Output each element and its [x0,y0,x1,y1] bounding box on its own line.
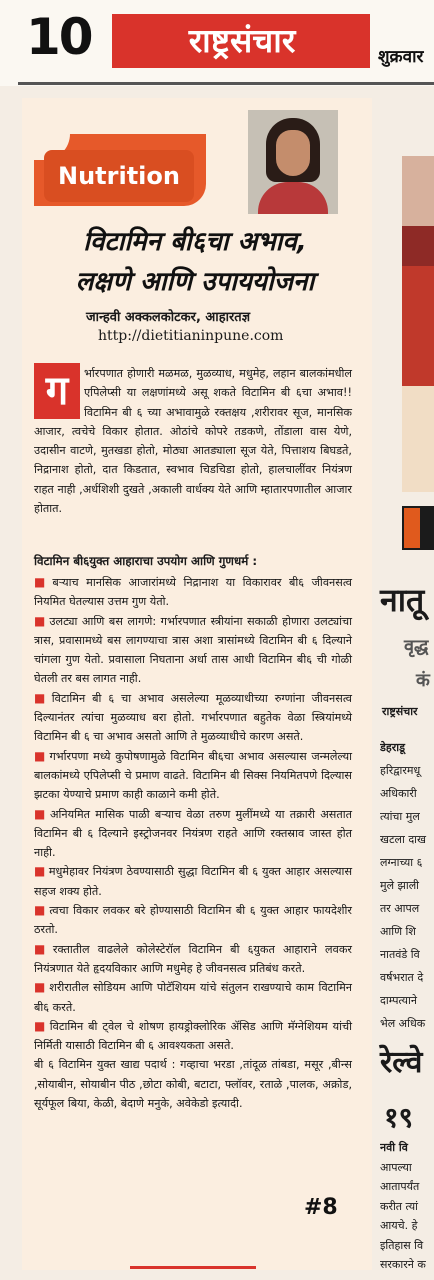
list-item: ■ शरीरातील सोडियम आणि पोटॅशियम यांचे संतुलन राखण्याचे काम विटामिन बी६ करते. [34,980,352,1014]
photo-body [258,182,328,214]
adjacent-text [380,736,434,1035]
article-intro [34,364,352,518]
adjacent-line: आतापर्यंत [380,1180,420,1193]
adjacent-headline-2: रेल्वे [380,1045,423,1080]
adjacent-text-2 [380,1138,434,1275]
adjacent-line: डेहराडू [380,741,405,754]
list-item: ■ विटामिन बी ६ चा अभाव असलेल्या मूळव्याधीच्या रुग्णांना जीवनसत्व दिल्यानंतर त्यांचा मुळव्याध बरा होतो. गर्भारपणात बहुतेक वेळा स्त्रियांमध्ये विटामिन बी ६ चा अभाव असतो आणि ते मुळव्याधीचे कारण असते. [34,690,353,744]
bullet-square-icon: ■ [34,941,50,956]
drop-cap: ग [34,363,80,419]
adjacent-source: राष्ट्रसंचार [382,705,418,718]
list-item: ■ मधुमेहावर नियंत्रण ठेवण्यासाठी सुद्धा विटामिन बी ६ युक्त आहार असल्यास सहज शक्य होते. [34,864,353,898]
bullet-square-icon: ■ [34,575,50,589]
list-item: ■ बऱ्याच मानसिक आजारांमध्ये निद्रानाश या विकारावर बी६ जीवनसत्व नियमित घेतल्यास उत्तम गुण येतो. [34,575,353,609]
masthead-day: शुक्रवार [378,47,424,67]
byline: जान्हवी अक्कलकोटकर, आहारतज्ञ [86,310,251,325]
section-tag: Nutrition [44,150,194,202]
adjacent-line: आणि शि [380,925,416,938]
adjacent-subhead: वृद्ध [404,636,429,657]
bullet-square-icon: ■ [34,748,47,763]
benefit-points [34,573,352,1113]
bullet-square-icon: ■ [34,864,46,879]
adjacent-line: हरिद्वारमधू [380,764,421,777]
page-number: 10 [26,8,92,66]
adjacent-line: इतिहास वि [380,1238,424,1252]
list-item: ■ अनियमित मासिक पाळी बऱ्याच वेळा तरुण मुलींमध्ये या तक्रारी असतात विटामिन बी ६ दिल्याने इस्ट्रोजनवर नियंत्रण राहते आणि रक्तस्राव जास्त होत नाही. [34,806,352,860]
author-url[interactable]: http://dietitianinpune.com [98,328,284,344]
author-photo [248,110,338,214]
adjacent-headline-3: १९ [384,1101,414,1134]
headline-line-2: लक्षणे आणि उपाययोजना [75,267,315,297]
adjacent-line: नवी वि [380,1141,408,1154]
adjacent-line: आपल्या [380,1160,412,1174]
list-item: ■ त्वचा विकार लवकर बरे होण्यासाठी विटामिन बी ६ युक्त आहार फायदेशीर ठरतो. [34,903,353,937]
adjacent-line: आयचे. हे [380,1219,418,1232]
list-item: ■ उलट्या आणि बस लागणे: गर्भारपणात स्त्रीयांना सकाळी होणारा उलट्यांचा त्रास, प्रवासामध्ये बस लागण्याचा त्रास अशा त्रासांमध्ये विटामिन बी ६ दिल्याने चांगला गुण येतो. प्रवासाला निघताना अर्धा तास आधी विटामिन बी६ ची गोळी घेतली तर बस लागत नाही. [34,613,353,686]
adjacent-line: करीत त्यां [380,1199,418,1213]
article-subhead: विटामिन बी६युक्त आहाराचा उपयोग आणि गुणधर्म : [34,554,258,568]
bullet-square-icon: ■ [34,903,47,918]
bullet-square-icon: ■ [34,980,47,995]
article-bottom-rule [130,1266,256,1269]
newspaper-title: राष्ट्रसंचार [188,21,296,60]
masthead-rule [18,82,434,85]
adjacent-line: अधिकारी [380,787,417,800]
adjacent-photo [402,156,434,492]
list-item: ■ विटामिन बी ट्वेल चे शोषण हायड्रोक्लोरिक ॲसिड आणि मॅग्नेशियम यांची निर्मिती यासाठी विटामिन बी ६ आवश्यकता असते. [34,1018,352,1053]
adjacent-subhead-2: कं [416,670,430,691]
adjacent-line: भेल अधिक [380,1017,426,1030]
adjacent-line: खटला दाख [380,833,427,846]
intro-text: र्भारपणात होणारी मळमळ, मुळव्याध, मधुमेह, लहान बालकांमधील एपिलेप्सी या लक्षणांमध्ये असू शकते विटामिन बी ६चा अभाव!! विटामिन बी ६ च्या अभावामुळे रक्तक्षय ,शरीरावर सूज, मानसिक आजार, त्वचेचे विकार होतात. ओठांचे कोपरे तडकणे, तोंडाला वास येणे, उदासीन वाटणे, मुतखडा होतो, मोठ्या आतड्याला सूज येते, पित्ताशय बिघडते, निद्रानाश होतो, दात किडतात, स्वभाव चिडचिडा होतो, हालचालींवर नियंत्रण राहत नाही ,अर्धशिशी दुखते ,अकाली वार्धक्य येते आणि म्हातारपणातील आजार होतात. [34,367,352,516]
bullet-square-icon: ■ [34,690,49,705]
list-item: ■ गर्भारपणा मध्ये कुपोषणामुळे विटामिन बी६चा अभाव असल्यास जन्मलेल्या बालकांमध्ये एपिलेप्सी चे प्रमाण वाढते. विटामिन बी सिक्स नियमितपणे दिल्यास झटका येण्याचे प्रमाण काही काळाने कमी होते. [34,748,352,802]
article-headline [40,222,350,302]
list-item: ■ रक्तातील वाढलेले कोलेस्टेरॉल विटामिन बी ६युकत आहाराने लवकर नियंत्रणात येते हृदयविकार आणि मधुमेह हे जीवनसत्व प्रतिबंध करते. [34,941,352,975]
adjacent-line: तर आपल [380,902,420,915]
adjacent-line: त्यांचा मुल [380,810,420,823]
adjacent-line: सरकारने क [380,1258,426,1271]
headline-line-1: विटामिन बी६चा अभाव, [83,227,307,257]
adjacent-headline: नातू [380,581,425,619]
food-list: बी ६ विटामिन युक्त खाद्य पदार्थ : गव्हाचा भरडा ,तांदूळ तांबडा, मसूर ,बीन्स ,सोयाबीन, सोयाबीन पीठ ,छोटा कोबी, बटाटा, फ्लॉवर, रताळे ,पालक, अक्रोड, सूर्यफूल बिया, केळी, बेदाणे मनुके, अवेकेडो इत्यादी. [34,1058,352,1111]
adjacent-line: वर्षभरात दे [380,971,424,984]
photo-face [276,130,310,176]
adjacent-line: नातवंडे वि [380,948,420,961]
masthead [0,0,434,86]
hashtag-mark: #8 [304,1195,338,1220]
adjacent-line: दाम्पत्याने [380,994,417,1007]
adjacent-line: लग्नाच्या ६ [380,856,423,869]
adjacent-strip [402,506,434,550]
adjacent-line: मुले झाली [380,879,420,892]
bullet-square-icon: ■ [34,613,47,628]
bullet-square-icon: ■ [34,806,47,821]
bullet-square-icon: ■ [34,1018,47,1033]
